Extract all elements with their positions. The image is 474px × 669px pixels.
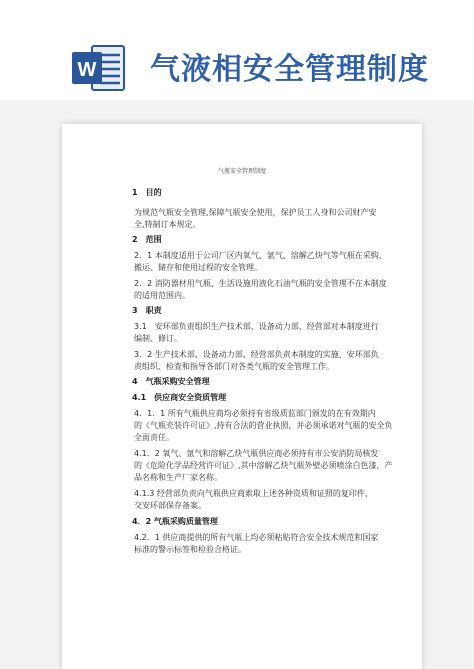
section-heading: 3 职责 [132, 306, 162, 315]
body-text-line: 责组织、检查和指导各部门对各类气瓶的安全管理工作。 [134, 362, 334, 371]
document-page [62, 124, 422, 669]
body-text-line: 2．2 消防器材用气瓶、生活设施用液化石油气瓶的安全管理不在本制度 [134, 279, 387, 288]
word-icon [70, 38, 128, 96]
body-text-line: 2．1 本制度适用于公司厂区内氧气、氩气、溶解乙炔气等气瓶在采购、 [134, 251, 387, 260]
body-text-line: 4.2．1 供应商提供的所有气瓶上均必须粘贴符合安全技术规范和国家 [134, 533, 379, 542]
section-heading: 4.1 供应商安全资质管理 [132, 393, 227, 402]
body-text-line: 的《气瓶充装许可证》,持有合法的营业执照，并必须承诺对气瓶的安全负 [134, 421, 393, 430]
section-heading: 2 范围 [132, 235, 162, 244]
body-text-line: 品名称和生产厂家名称。 [134, 473, 222, 482]
body-text-line: 的《危险化学品经营许可证》,其中溶解乙炔气瓶外壁必须喷涂白色漆，产 [134, 461, 393, 470]
body-text-line: 3．2 生产技术部、设备动力部、经营部负责本制度的实施，安环部负 [134, 350, 379, 359]
body-text-line: 3.1 安环部负责组织生产技术部、设备动力部、经营部对本制度进行 [134, 322, 379, 331]
section-heading: 1 目的 [132, 188, 162, 197]
body-text-line: 4.1.3 经营部负责向气瓶供应商索取上述各种资质和证照的复印件， [134, 489, 373, 498]
body-text-line: 交安环部保存备案。 [134, 501, 206, 510]
body-text-line: 编制、修订。 [134, 334, 182, 343]
word-icon-letter: W [77, 59, 97, 81]
section-heading: 4 气瓶采购安全管理 [132, 377, 210, 386]
banner-title: 气液相安全管理制度 [150, 52, 429, 87]
body-text-line: 搬运、储存和使用过程的安全管理。 [134, 263, 262, 272]
document-title: 气瓶安全管理制度 [217, 168, 266, 175]
section-heading: 4．2 气瓶采购质量管理 [132, 517, 218, 526]
body-text-line: 的适用范围内。 [134, 291, 190, 300]
body-text-line: 全,特制订本规定。 [134, 220, 201, 229]
body-text-line: 为规范气瓶安全管理,保障气瓶安全使用，保护员工人身和公司财产安 [134, 208, 377, 217]
body-text-line: 4．1．1 所有气瓶供应商均必须持有省级质监部门颁发的在有效期内 [134, 409, 376, 418]
body-text-line: 标准的警示标签和检验合格证。 [134, 545, 246, 554]
body-text-line: 4.1．2 氧气、氩气和溶解乙炔气瓶供应商必须持有市公安消防局核发 [134, 449, 379, 458]
body-text-line: 全面责任。 [134, 433, 174, 442]
banner [0, 0, 474, 100]
